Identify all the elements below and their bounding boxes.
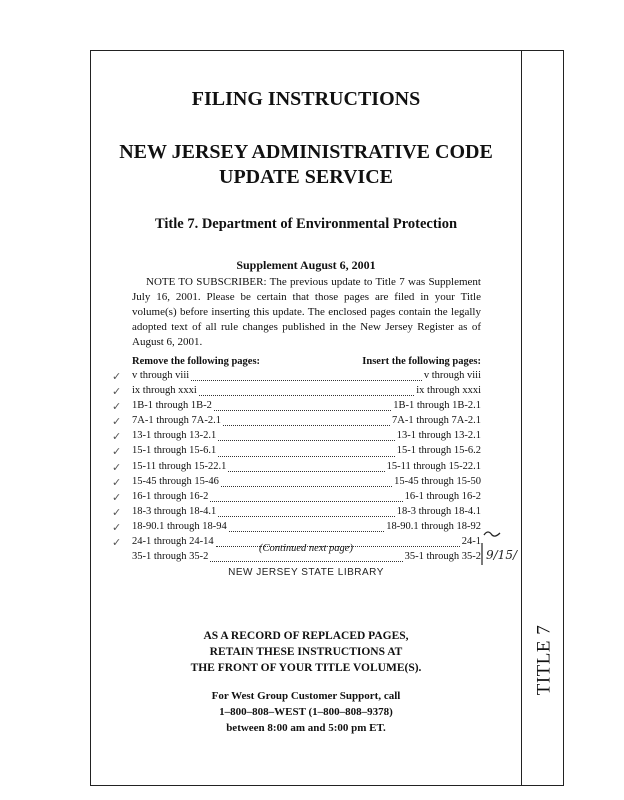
insert-pages: ix through xxxi xyxy=(416,385,481,397)
insert-pages: 24-1 xyxy=(461,536,481,548)
check-mark-icon: ✓ xyxy=(112,461,122,474)
check-mark-icon: ✓ xyxy=(112,431,122,444)
tab-label: TITLE 7 xyxy=(533,624,555,696)
note-to-subscriber xyxy=(132,275,481,350)
insert-pages: v through viii xyxy=(423,370,481,381)
support-phone: 1–800–808–WEST (1–800–808–9378) xyxy=(219,706,393,718)
remove-pages: 16-1 through 16-2 xyxy=(132,490,209,502)
supplement-date: Supplement August 6, 2001 xyxy=(236,258,376,272)
page-row xyxy=(132,506,481,521)
leader-dots xyxy=(218,455,394,457)
remove-pages: 7A-1 through 7A-2.1 xyxy=(132,415,221,427)
insert-pages: 15-45 through 15-50 xyxy=(394,475,481,487)
leader-dots xyxy=(210,560,402,562)
library-stamp: NEW JERSEY STATE LIBRARY xyxy=(228,567,384,578)
insert-pages: 35-1 through 35-2 xyxy=(404,551,481,563)
support-hours: between 8:00 am and 5:00 pm ET. xyxy=(226,722,386,734)
remove-header: Remove the following pages: xyxy=(132,356,261,367)
page-row xyxy=(132,461,481,476)
department-heading: Title 7. Department of Environmental Protection xyxy=(154,216,458,232)
insert-pages: 18-90.1 through 18-92 xyxy=(386,520,481,532)
check-mark-icon: ✓ xyxy=(112,386,122,399)
leader-dots xyxy=(214,409,391,411)
continued-note: (Continued next page) xyxy=(259,543,353,554)
insert-pages: 13-1 through 13-2.1 xyxy=(396,430,481,442)
remove-pages: 15-11 through 15-22.1 xyxy=(132,460,227,472)
page-row xyxy=(132,430,481,445)
insert-pages: 7A-1 through 7A-2.1 xyxy=(392,415,481,427)
remove-pages: 18-3 through 18-4.1 xyxy=(132,505,217,517)
remove-pages: 1B-1 through 1B-2 xyxy=(132,400,212,412)
insert-pages: 1B-1 through 1B-2.1 xyxy=(393,400,481,412)
insert-pages: 18-3 through 18-4.1 xyxy=(396,505,481,517)
check-mark-icon: ✓ xyxy=(112,476,122,489)
remove-pages: 24-1 through 24-14 xyxy=(132,536,214,548)
remove-pages: ix through xxxi xyxy=(132,385,197,397)
column-headers xyxy=(132,356,481,367)
insert-pages: 16-1 through 16-2 xyxy=(404,490,481,502)
page-row xyxy=(132,521,481,536)
customer-support xyxy=(90,688,522,736)
check-mark-icon: ✓ xyxy=(112,371,122,383)
check-mark-icon: ✓ xyxy=(112,521,122,534)
leader-dots xyxy=(218,515,394,517)
insert-pages: 15-1 through 15-6.2 xyxy=(396,445,481,457)
leader-dots xyxy=(210,500,402,502)
handwritten-initials xyxy=(480,525,520,575)
remove-pages: 15-45 through 15-46 xyxy=(132,475,219,487)
remove-pages: v through viii xyxy=(132,370,190,381)
check-mark-icon: ✓ xyxy=(112,506,122,519)
record-line2: RETAIN THESE INSTRUCTIONS AT xyxy=(209,646,403,658)
support-line1: For West Group Customer Support, call xyxy=(211,690,401,702)
remove-pages: 18-90.1 through 18-94 xyxy=(132,520,227,532)
insert-header: Insert the following pages: xyxy=(362,356,481,367)
code-title-line2: UPDATE SERVICE xyxy=(219,166,393,188)
remove-pages: 15-1 through 15-6.1 xyxy=(132,445,217,457)
handwritten-date: 9/15/ xyxy=(486,548,517,562)
check-mark-icon: ✓ xyxy=(112,416,122,429)
remove-pages: 35-1 through 35-2 xyxy=(132,551,209,563)
remove-pages: 13-1 through 13-2.1 xyxy=(132,430,217,442)
code-title-line1: NEW JERSEY ADMINISTRATIVE CODE xyxy=(119,141,493,163)
check-mark-icon: ✓ xyxy=(112,401,122,414)
check-mark-icon: ✓ xyxy=(112,537,122,550)
record-line1: AS A RECORD OF REPLACED PAGES, xyxy=(203,630,409,642)
check-marks xyxy=(112,370,132,566)
leader-dots xyxy=(218,439,394,441)
page-row xyxy=(132,476,481,491)
filing-instructions-heading: FILING INSTRUCTIONS xyxy=(191,88,421,110)
page-row xyxy=(132,370,481,385)
record-instructions xyxy=(90,628,522,676)
page-row xyxy=(132,385,481,400)
leader-dots xyxy=(223,424,390,426)
check-mark-icon: ✓ xyxy=(112,491,122,504)
leader-dots xyxy=(191,379,422,381)
page-row xyxy=(132,415,481,430)
code-title xyxy=(90,140,522,190)
leader-dots xyxy=(228,470,384,472)
page-row xyxy=(132,491,481,506)
record-line3: THE FRONT OF YOUR TITLE VOLUME(S). xyxy=(190,662,422,674)
page-row xyxy=(132,445,481,460)
page-list xyxy=(132,370,481,566)
note-text: NOTE TO SUBSCRIBER: The previous update to Title 7 was Supplement July 16, 2001. Please be certain that those pages are filed in your Title volume(s) before inserting this update. The enclosed pages contain the legally adopted text of all rule changes published in the New Jersey Register as of August 6, 2001. xyxy=(132,276,481,348)
leader-dots xyxy=(199,394,415,396)
insert-pages: 15-11 through 15-22.1 xyxy=(386,460,481,472)
check-mark-icon: ✓ xyxy=(112,446,122,459)
page-row xyxy=(132,400,481,415)
leader-dots xyxy=(221,485,392,487)
leader-dots xyxy=(229,530,384,532)
